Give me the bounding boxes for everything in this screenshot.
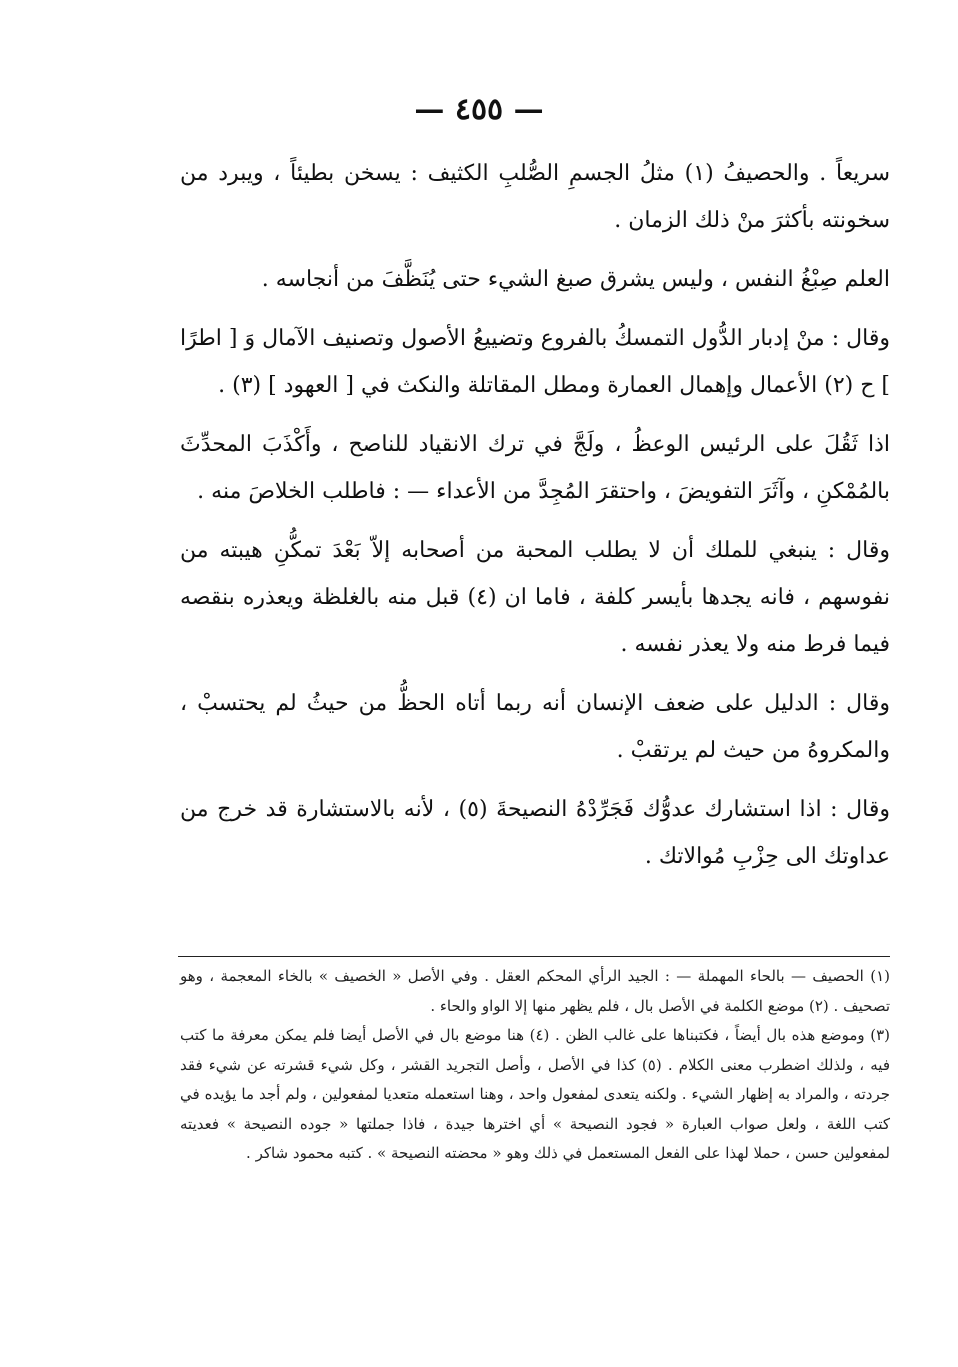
paragraph: وقال : الدليل على ضعف الإنسان أنه ربما أتاه الحظُّ من حيثُ لم يحتسبْ ، والمكروهُ من حيث لم يرتقبْ . xyxy=(180,691,890,763)
footnote-divider xyxy=(178,956,890,957)
paragraph: وقال : اذا استشارك عدوُّك فَجَرِّدْهُ النصيحةَ (٥) ، لأنه بالاستشارة قد خرج من عداوتك الى حِزْبِ مُوالاتك . xyxy=(180,797,890,869)
paragraph: اذا ثَقُلَ على الرئيس الوعظُ ، ولَجَّ في ترك الانقياد للناصح ، وأَكْذَبَ المحدِّثَ بالمُمْكنِ ، وآثَرَ التفويضَ ، واحتقرَ المُجِدَّ من الأعداء — : فاطلب الخلاصَ منه . xyxy=(180,432,890,504)
paragraph: العلم صِبْغُ النفس ، وليس يشرق صبغ الشيء حتى يُنَظَّفَ من أنجاسه . xyxy=(261,267,890,292)
footnotes xyxy=(180,962,890,1169)
page-number: — ٤٥٥ — xyxy=(414,92,544,127)
paragraph: وقال : منْ إدبار الدُّول التمسكُ بالفروع وتضييعُ الأصول وتصنيف الآمال وَ [ اطرًا ] ح (٢) الأعمال وإهمال العمارة ومطل المقاتلة والنكث في [ العهود ] (٣) . xyxy=(180,326,890,398)
paragraph: وقال : ينبغي للملك أن لا يطلب المحبة من أصحابه إلاّ بَعْدَ تمكُّنِ هيبته من نفوسهم ، فانه يجدها بأيسر كلفة ، فاما ان (٤) قبل منه بالغلظة ويعذره بنقصه فيما فرط منه ولا يعذر نفسه . xyxy=(180,538,890,657)
paragraph: سريعاً . والحصيفُ (١) مثلُ الجسمِ الصُّلبِ الكثيف : يسخن بطيئاً ، ويبرد من سخونته بأكثرَ منْ ذلك الزمان . xyxy=(180,161,891,233)
footnote: (١) الحصيف — بالحاء المهملة — : الجيد الرأي المحكم العقل . وفي الأصل « الخصيف » بالخاء المعجمة ، وهو تصحيف . (٢) موضع الكلمة في الأصل بال ، فلم يظهر منها إلا الواو والحاء . xyxy=(180,967,890,1015)
main-text xyxy=(180,150,890,892)
footnote: (٣) وموضع هذه بال أيضاً ، فكتبناها على غالب الظن . (٤) هنا موضع بال في الأصل أيضا فلم يمكن معرفة ما كتب فيه ، ولذلك اضطرب معنى الكلام . (٥) كذا في الأصل ، وأصل التجريد القشر ، وكل شيء قشرته عن شيء فقد جردته ، والمراد به إظهار الشيء . ولكنه يتعدى لمفعول واحد ، وهنا استعمله متعديا لمفعولين ، ولم أجد ما يؤيده في كتب اللغة ، ولعل صواب العبارة « فجود النصيحة » أي اخترها جيدة ، فاذا جملتها « جوده النصيحة » فعديته لمفعولين حسن ، حملا لهذا على الفعل المستعمل في ذلك وهو « محضته النصيحة » . كتبه محمود شاكر . xyxy=(180,1026,890,1162)
